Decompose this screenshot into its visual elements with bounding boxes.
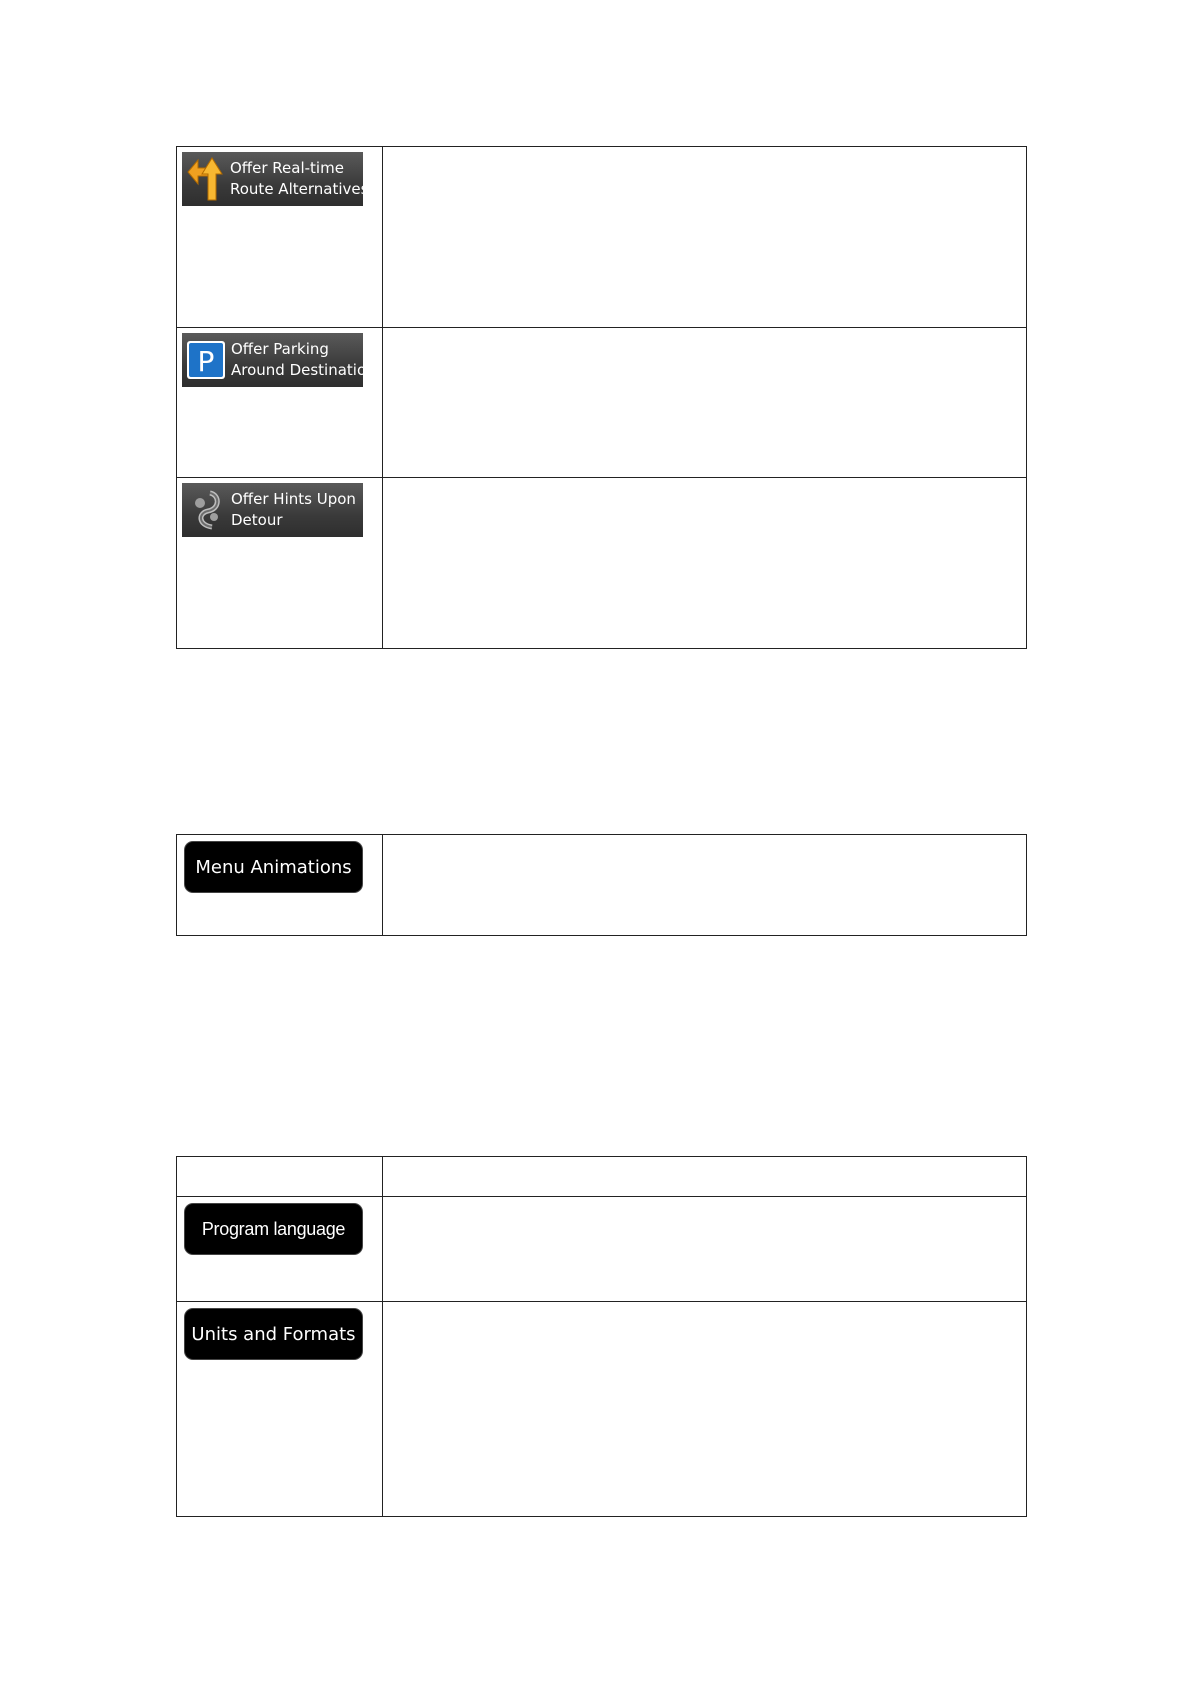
menu-animations-button[interactable]: Menu Animations	[185, 842, 362, 892]
route-options-table	[176, 146, 1027, 649]
table-cell	[383, 835, 1027, 936]
parking-icon	[186, 336, 226, 384]
table-cell	[177, 478, 383, 649]
offer-parking-around-destination-button[interactable]	[182, 333, 376, 387]
table-cell	[383, 147, 1027, 328]
table-cell	[177, 147, 383, 328]
detour-icon	[186, 486, 226, 534]
button-label-line2: Route Alternatives	[230, 180, 369, 198]
button-label-line1: Offer Parking	[231, 340, 329, 358]
table-cell	[383, 478, 1027, 649]
table-cell	[383, 1302, 1027, 1517]
table-cell	[177, 835, 383, 936]
table-cell	[383, 1197, 1027, 1302]
table-cell	[177, 1197, 383, 1302]
svg-text:P: P	[197, 345, 215, 378]
button-label-line2: Around Destination	[231, 361, 376, 379]
route-alternatives-arrow-icon	[185, 155, 225, 203]
program-language-button[interactable]: Program language	[185, 1204, 362, 1254]
offer-hints-upon-detour-button[interactable]	[182, 483, 363, 537]
header-cell	[177, 1157, 383, 1197]
units-and-formats-button[interactable]: Units and Formats	[185, 1309, 362, 1359]
table-cell	[177, 1302, 383, 1517]
table-cell	[177, 328, 383, 478]
header-cell	[383, 1157, 1027, 1197]
button-label-line1: Offer Hints Upon	[231, 490, 356, 508]
menu-animations-table	[176, 834, 1027, 936]
offer-realtime-route-alternatives-button[interactable]	[182, 152, 369, 206]
table-cell	[383, 328, 1027, 478]
regional-settings-table	[176, 1156, 1027, 1517]
button-label-line2: Detour	[231, 511, 283, 529]
button-label-line1: Offer Real-time	[230, 159, 344, 177]
